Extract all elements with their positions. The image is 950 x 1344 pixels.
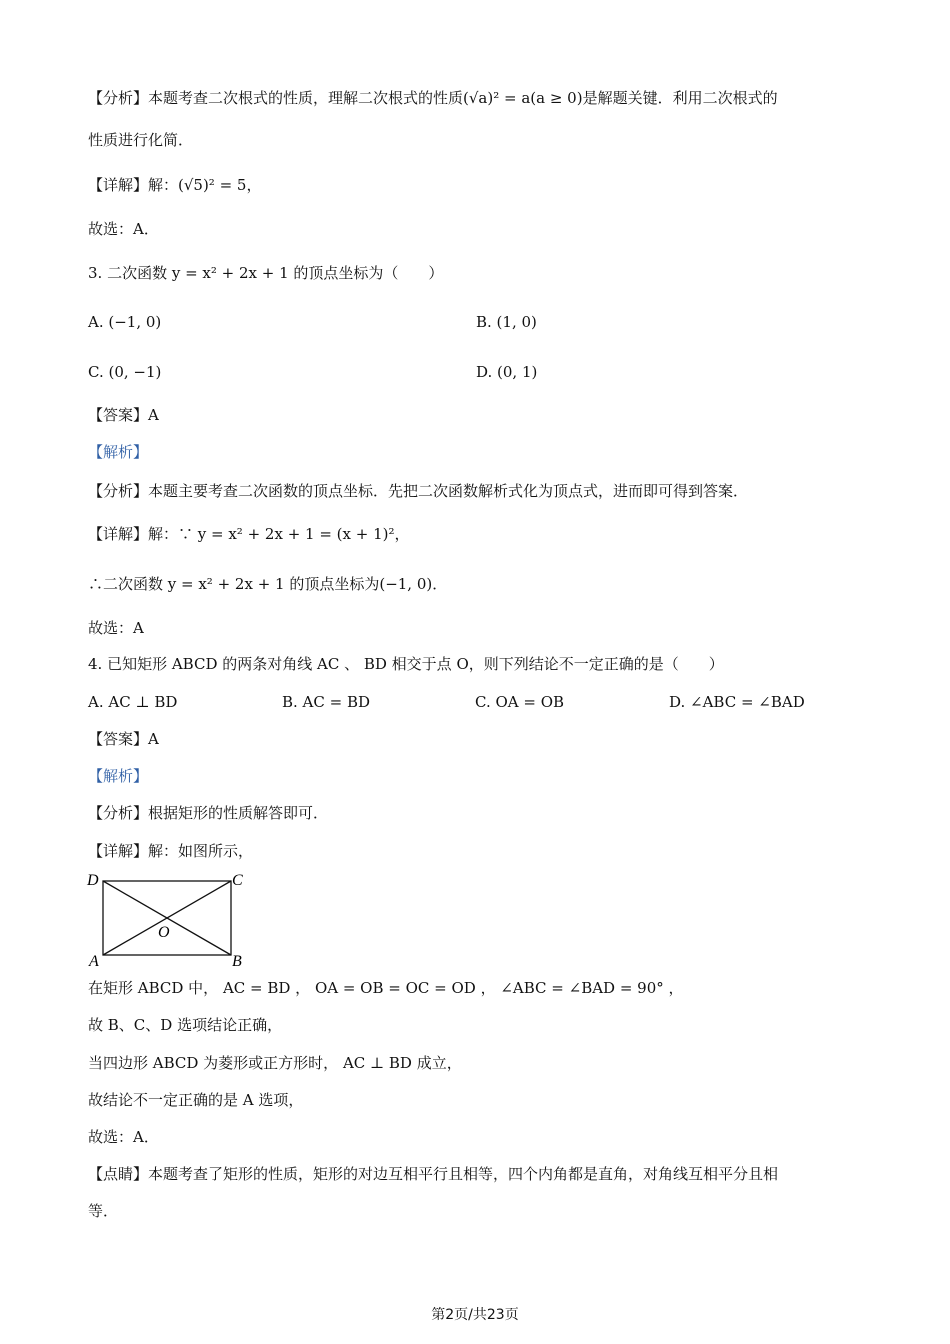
vertex-label-c: C	[232, 872, 243, 889]
q3-option-b: B. (1, 0)	[476, 313, 537, 331]
q4-option-a: A. AC ⊥ BD	[88, 693, 178, 711]
q4-solution-heading: 【解析】	[88, 767, 149, 785]
page-footer: 第2页/共23页	[431, 1307, 519, 1323]
q4-option-c: C. OA = OB	[475, 693, 565, 711]
reason-line-4: 故结论不一定正确的是 A 选项，	[88, 1091, 304, 1109]
reason-line-1: 在矩形 ABCD 中， AC = BD ， OA = OB = OC = OD ， ∠ABC = ∠BAD = 90° ，	[88, 979, 684, 997]
q3-option-d: D. (0, 1)	[476, 363, 538, 381]
q3-analysis: 【分析】本题主要考查二次函数的顶点坐标．先把二次函数解析式化为顶点式，进而即可得到答案．	[88, 482, 749, 500]
q4-detail: 【详解】解：如图所示，	[88, 842, 254, 860]
q3-option-c: C. (0, −1)	[88, 363, 162, 381]
center-label-o: O	[158, 924, 170, 941]
question-4: 4. 已知矩形 ABCD 的两条对角线 AC 、 BD 相交于点 O，则下列结论不一定正确的是（ ）	[88, 655, 724, 673]
vertex-label-b: B	[232, 953, 242, 968]
q4-analysis: 【分析】根据矩形的性质解答即可．	[88, 804, 329, 822]
choice-line: 故选：A．	[88, 220, 159, 238]
reason-line-2: 故 B、C、D 选项结论正确，	[88, 1016, 283, 1034]
vertex-label-d: D	[87, 872, 99, 889]
analysis-line-1: 【分析】本题考查二次根式的性质，理解二次根式的性质(√a)² = a(a ≥ 0)是解题关键．利用二次根式的	[88, 89, 778, 107]
q3-answer: 【答案】A	[88, 406, 159, 424]
rectangle-figure	[84, 868, 264, 968]
analysis-line-2: 性质进行化简．	[88, 131, 194, 149]
detail-line: 【详解】解：(√5)² = 5，	[88, 176, 262, 194]
q4-option-b: B. AC = BD	[282, 693, 371, 711]
q3-detail: 【详解】解：∵ y = x² + 2x + 1 = (x + 1)²，	[88, 525, 410, 543]
vertex-label-a: A	[89, 953, 99, 968]
q4-answer: 【答案】A	[88, 730, 159, 748]
reason-line-3: 当四边形 ABCD 为菱形或正方形时， AC ⊥ BD 成立，	[88, 1054, 462, 1072]
comment-line-2: 等．	[88, 1202, 119, 1220]
q3-conclusion: ∴二次函数 y = x² + 2x + 1 的顶点坐标为(−1, 0)．	[88, 575, 448, 593]
comment-line-1: 【点睛】本题考查了矩形的性质，矩形的对边互相平行且相等，四个内角都是直角，对角线互相平分且相	[88, 1165, 779, 1183]
question-3: 3. 二次函数 y = x² + 2x + 1 的顶点坐标为（ ）	[88, 264, 444, 282]
q4-option-d: D. ∠ABC = ∠BAD	[669, 693, 805, 711]
reason-line-5: 故选：A．	[88, 1128, 159, 1146]
q3-solution-heading: 【解析】	[88, 443, 149, 461]
q3-option-a: A. (−1, 0)	[88, 313, 162, 331]
q3-choice: 故选：A	[88, 619, 144, 637]
